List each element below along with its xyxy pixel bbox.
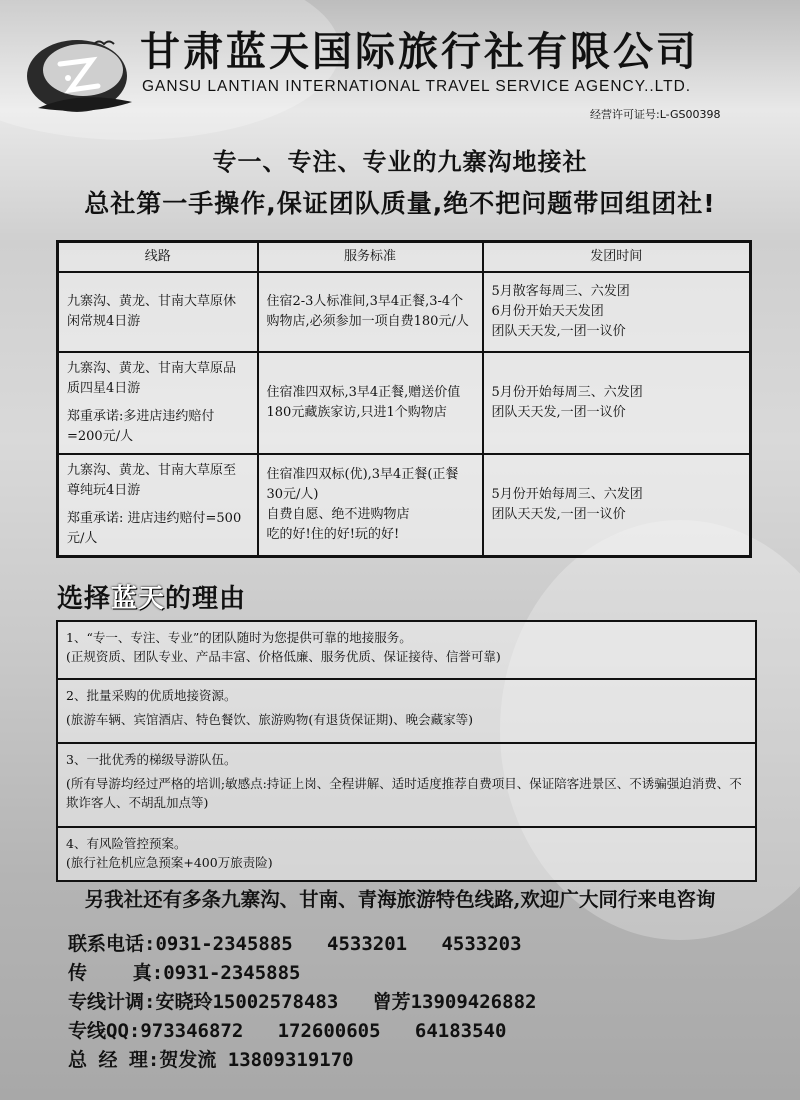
table-header-row [58, 242, 751, 273]
reasons-title-part2: 的理由 [165, 584, 247, 614]
company-name-en: GANSU LANTIAN INTERNATIONAL TRAVEL SERVICE AGENCY..LTD. [142, 78, 692, 95]
route-cell [58, 272, 258, 352]
route-name: 九寨沟、黄龙、甘南大草原休闲常规4日游 [67, 294, 237, 329]
route-cell [58, 352, 258, 454]
contact-manager: 总 经 理:贺发流 13809319170 [68, 1049, 354, 1071]
reason-item [58, 622, 755, 680]
contact-dispatcher: 专线计调:安晓玲15002578483 曾芳13909426882 [68, 991, 537, 1013]
reason-item [58, 828, 755, 880]
reason-title: 3、一批优秀的梯级导游队伍。 [66, 752, 237, 767]
slogan-secondary: 总社第一手操作,保证团队质量,绝不把问题带回组团社! [84, 189, 716, 218]
column-header-service: 服务标准 [258, 242, 483, 273]
promise-note: 郑重承诺:多进店违约赔付=200元/人 [67, 409, 215, 444]
slogan-primary: 专一、专注、专业的九寨沟地接社 [212, 148, 588, 176]
contact-label: 专线QQ [68, 1020, 129, 1042]
departure-cell: 5月份开始每周三、六发团 团队天天发,一团一议价 [483, 352, 751, 454]
route-name: 九寨沟、黄龙、甘南大草原品质四星4日游 [67, 361, 237, 396]
route-table [56, 240, 752, 558]
contact-qq: 专线QQ:973346872 172600605 64183540 [68, 1020, 507, 1042]
reason-detail: (所有导游均经过严格的培训;敏感点:持证上岗、全程讲解、适时适度推荐自费项目、保证陪客进景区、不诱骗强迫消费、不欺诈客人、不胡乱加点等) [66, 776, 742, 810]
reasons-title-part1: 选择 [57, 584, 112, 614]
reason-detail: (旅游车辆、宾馆酒店、特色餐饮、旅游购物(有退货保证期)、晚会藏家等) [66, 712, 474, 727]
contact-fax: 传 真:0931-2345885 [68, 962, 301, 984]
contact-value: 973346872 172600605 64183540 [140, 1020, 507, 1042]
departure-cell: 5月散客每周三、六发团 6月份开始天天发团 团队天天发,一团一议价 [483, 272, 751, 352]
header [0, 0, 800, 140]
company-logo-icon [20, 20, 135, 120]
license-number: 经营许可证号:L-GS00398 [590, 108, 721, 121]
service-cell: 住宿2-3人标准间,3早4正餐,3-4个购物店,必须参加一项自费180元/人 [258, 272, 483, 352]
table-row [58, 352, 751, 454]
contact-value: 安晓玲15002578483 曾芳13909426882 [155, 991, 537, 1013]
reasons-title [57, 578, 246, 615]
table-row [58, 454, 751, 557]
contact-value: 贺发流 13809319170 [159, 1049, 354, 1071]
contact-label: 专线计调 [68, 991, 145, 1013]
contact-value: 0931-2345885 [163, 962, 301, 984]
company-name-cn: 甘肃蓝天国际旅行社有限公司 [140, 29, 699, 75]
column-header-route: 线路 [58, 242, 258, 273]
service-cell: 住宿准四双标(优),3早4正餐(正餐30元/人) 自费自愿、绝不进购物店 吃的好!住的好!玩的好! [258, 454, 483, 557]
reason-item [58, 680, 755, 744]
reason-detail: (正规资质、团队专业、产品丰富、价格低廉、服务优质、保证接待、信誉可靠) [66, 649, 501, 664]
contact-label: 传 真 [68, 962, 152, 984]
reason-detail: (旅行社危机应急预案+400万旅责险) [66, 855, 273, 870]
reason-title: 4、有风险管控预案。 [66, 836, 187, 851]
reason-title: 1、“专一、专注、专业”的团队随时为您提供可靠的地接服务。 [66, 630, 412, 645]
reason-title: 2、批量采购的优质地接资源。 [66, 688, 237, 703]
route-cell [58, 454, 258, 557]
departure-cell: 5月份开始每周三、六发团 团队天天发,一团一议价 [483, 454, 751, 557]
column-header-departure: 发团时间 [483, 242, 751, 273]
reasons-box [56, 620, 757, 882]
contact-label: 总 经 理 [68, 1049, 148, 1071]
reason-item [58, 744, 755, 828]
other-routes-banner: 另我社还有多条九寨沟、甘南、青海旅游特色线路,欢迎广大同行来电咨询 [84, 888, 716, 911]
service-cell: 住宿准四双标,3早4正餐,赠送价值180元藏族家访,只进1个购物店 [258, 352, 483, 454]
route-name: 九寨沟、黄龙、甘南大草原至尊纯玩4日游 [67, 463, 237, 498]
reasons-title-highlight: 蓝天 [111, 584, 166, 614]
contact-phone: 联系电话:0931-2345885 4533201 4533203 [68, 933, 522, 955]
promise-note: 郑重承诺: 进店违约赔付=500元/人 [67, 511, 242, 546]
contact-value: 0931-2345885 4533201 4533203 [155, 933, 522, 955]
table-row [58, 272, 751, 352]
contacts [68, 930, 536, 1075]
contact-label: 联系电话 [68, 933, 145, 955]
